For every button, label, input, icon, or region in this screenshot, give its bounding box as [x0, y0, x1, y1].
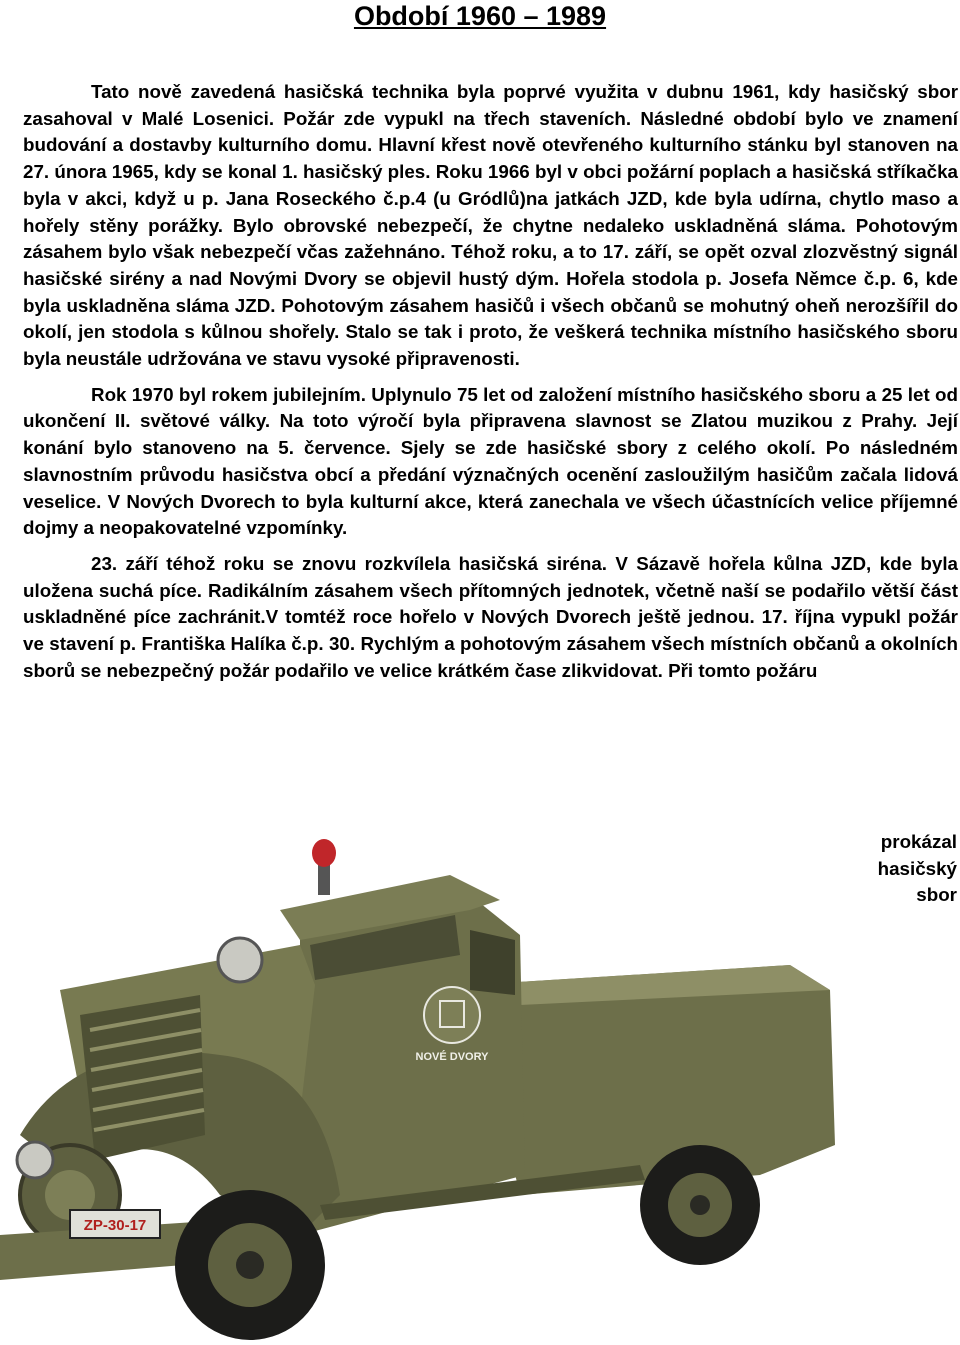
paragraph: 23. září téhož roku se znovu rozkvílela hasičská siréna. V Sázavě hořela kůlna JZD, kde byla uložena suchá píce. Radikálním zásahem všech přítomných jednotek, včetně naší se podařilo větší část uskladněné píce zachránit.V tomtéž roce hořelo v Nových Dvorech ještě jednou. 17. října vypukl požár ve stavení p. Františka Halíka č.p. 30. Rychlým a pohotovým zásahem všech místních občanů a okolních sborů se nebezpečný požár podařilo ve velice krátkém čase zlikvidovat. Při tomto požáru [23, 552, 958, 681]
truck-door-window [470, 930, 515, 995]
fire-truck-photo [0, 815, 850, 1345]
side-line: prokázal [880, 831, 957, 852]
headlight [218, 938, 262, 982]
side-line: hasičský [877, 857, 957, 879]
paragraph: Rok 1970 byl rokem jubilejním. Uplynulo 75 let od založení místního hasičského sboru a 25 let od ukončení II. světové války. Na toto výročí byla připravena slavnost se Zlatou muzikou z Prahy. Její konání bylo stanoveno na 5. července. Sjely se zde hasičské sbory z celého okolí. Po následném slavnostním průvodu hasičstva obcí a předání význačných ocenění zasloužilým hasičům začala lidová veselice. V Nových Dvorech to byla kulturní akce, která zanechala ve všech účastnících velice příjemné dojmy a neopakovatelné vzpomínky. [23, 383, 958, 539]
truck-grille [80, 995, 205, 1160]
page-title: Období 1960 – 1989 [353, 1, 607, 31]
license-plate-text: ZP-30-17 [83, 1217, 147, 1234]
side-line: sbor [916, 884, 957, 906]
beacon-light [312, 839, 336, 895]
front-wheel [175, 1190, 325, 1340]
license-plate [70, 1210, 160, 1238]
paragraph: Tato nově zavedená hasičská technika byla poprvé využita v dubnu 1961, kdy hasičský sbor zasahoval v Malé Losenici. Požár zde vypukl na třech staveních. Následné období bylo ve znamení budování a dostavby kulturního domu. Hlavní křest nově otevřeného kulturního stánku byl stanoven na 27. února 1965, kdy se konal 1. hasičský ples. Roku 1966 byl v obci požární poplach a hasičská stříkačka byla v akci, když u p. Jana Roseckého č.p.4 (u Gródlů)na jatkách JZD, kde byla udírna, chytlo maso a hořely stěny porážky. Bylo obrovské nebezpečí, že chytne nedaleko uskladněná sláma. Pohotovým zásahem bylo však nebezpečí včas zažehnáno. Téhož roku, a to 17. září, se opět ozval zlozvěstný signál hasičské sirény a nad Novými Dvory se objevil hustý dým. Hořela stodola p. Josefa Němce č.p. 6, kde byla uskladněna sláma JZD. Pohotovým zásahem hasičů i všech občanů se mohutný oheň nerozšířil do okolí, jen stodola s kůlnou shořely. Stalo se tak i proto, že veškerá technika místního hasičského sboru byla neustále udržována ve stavu vysoké připravenosti. [23, 81, 958, 370]
rear-wheel [640, 1145, 760, 1265]
article-body [23, 79, 958, 693]
door-emblem-text: NOVÉ DVORY [415, 1051, 489, 1063]
